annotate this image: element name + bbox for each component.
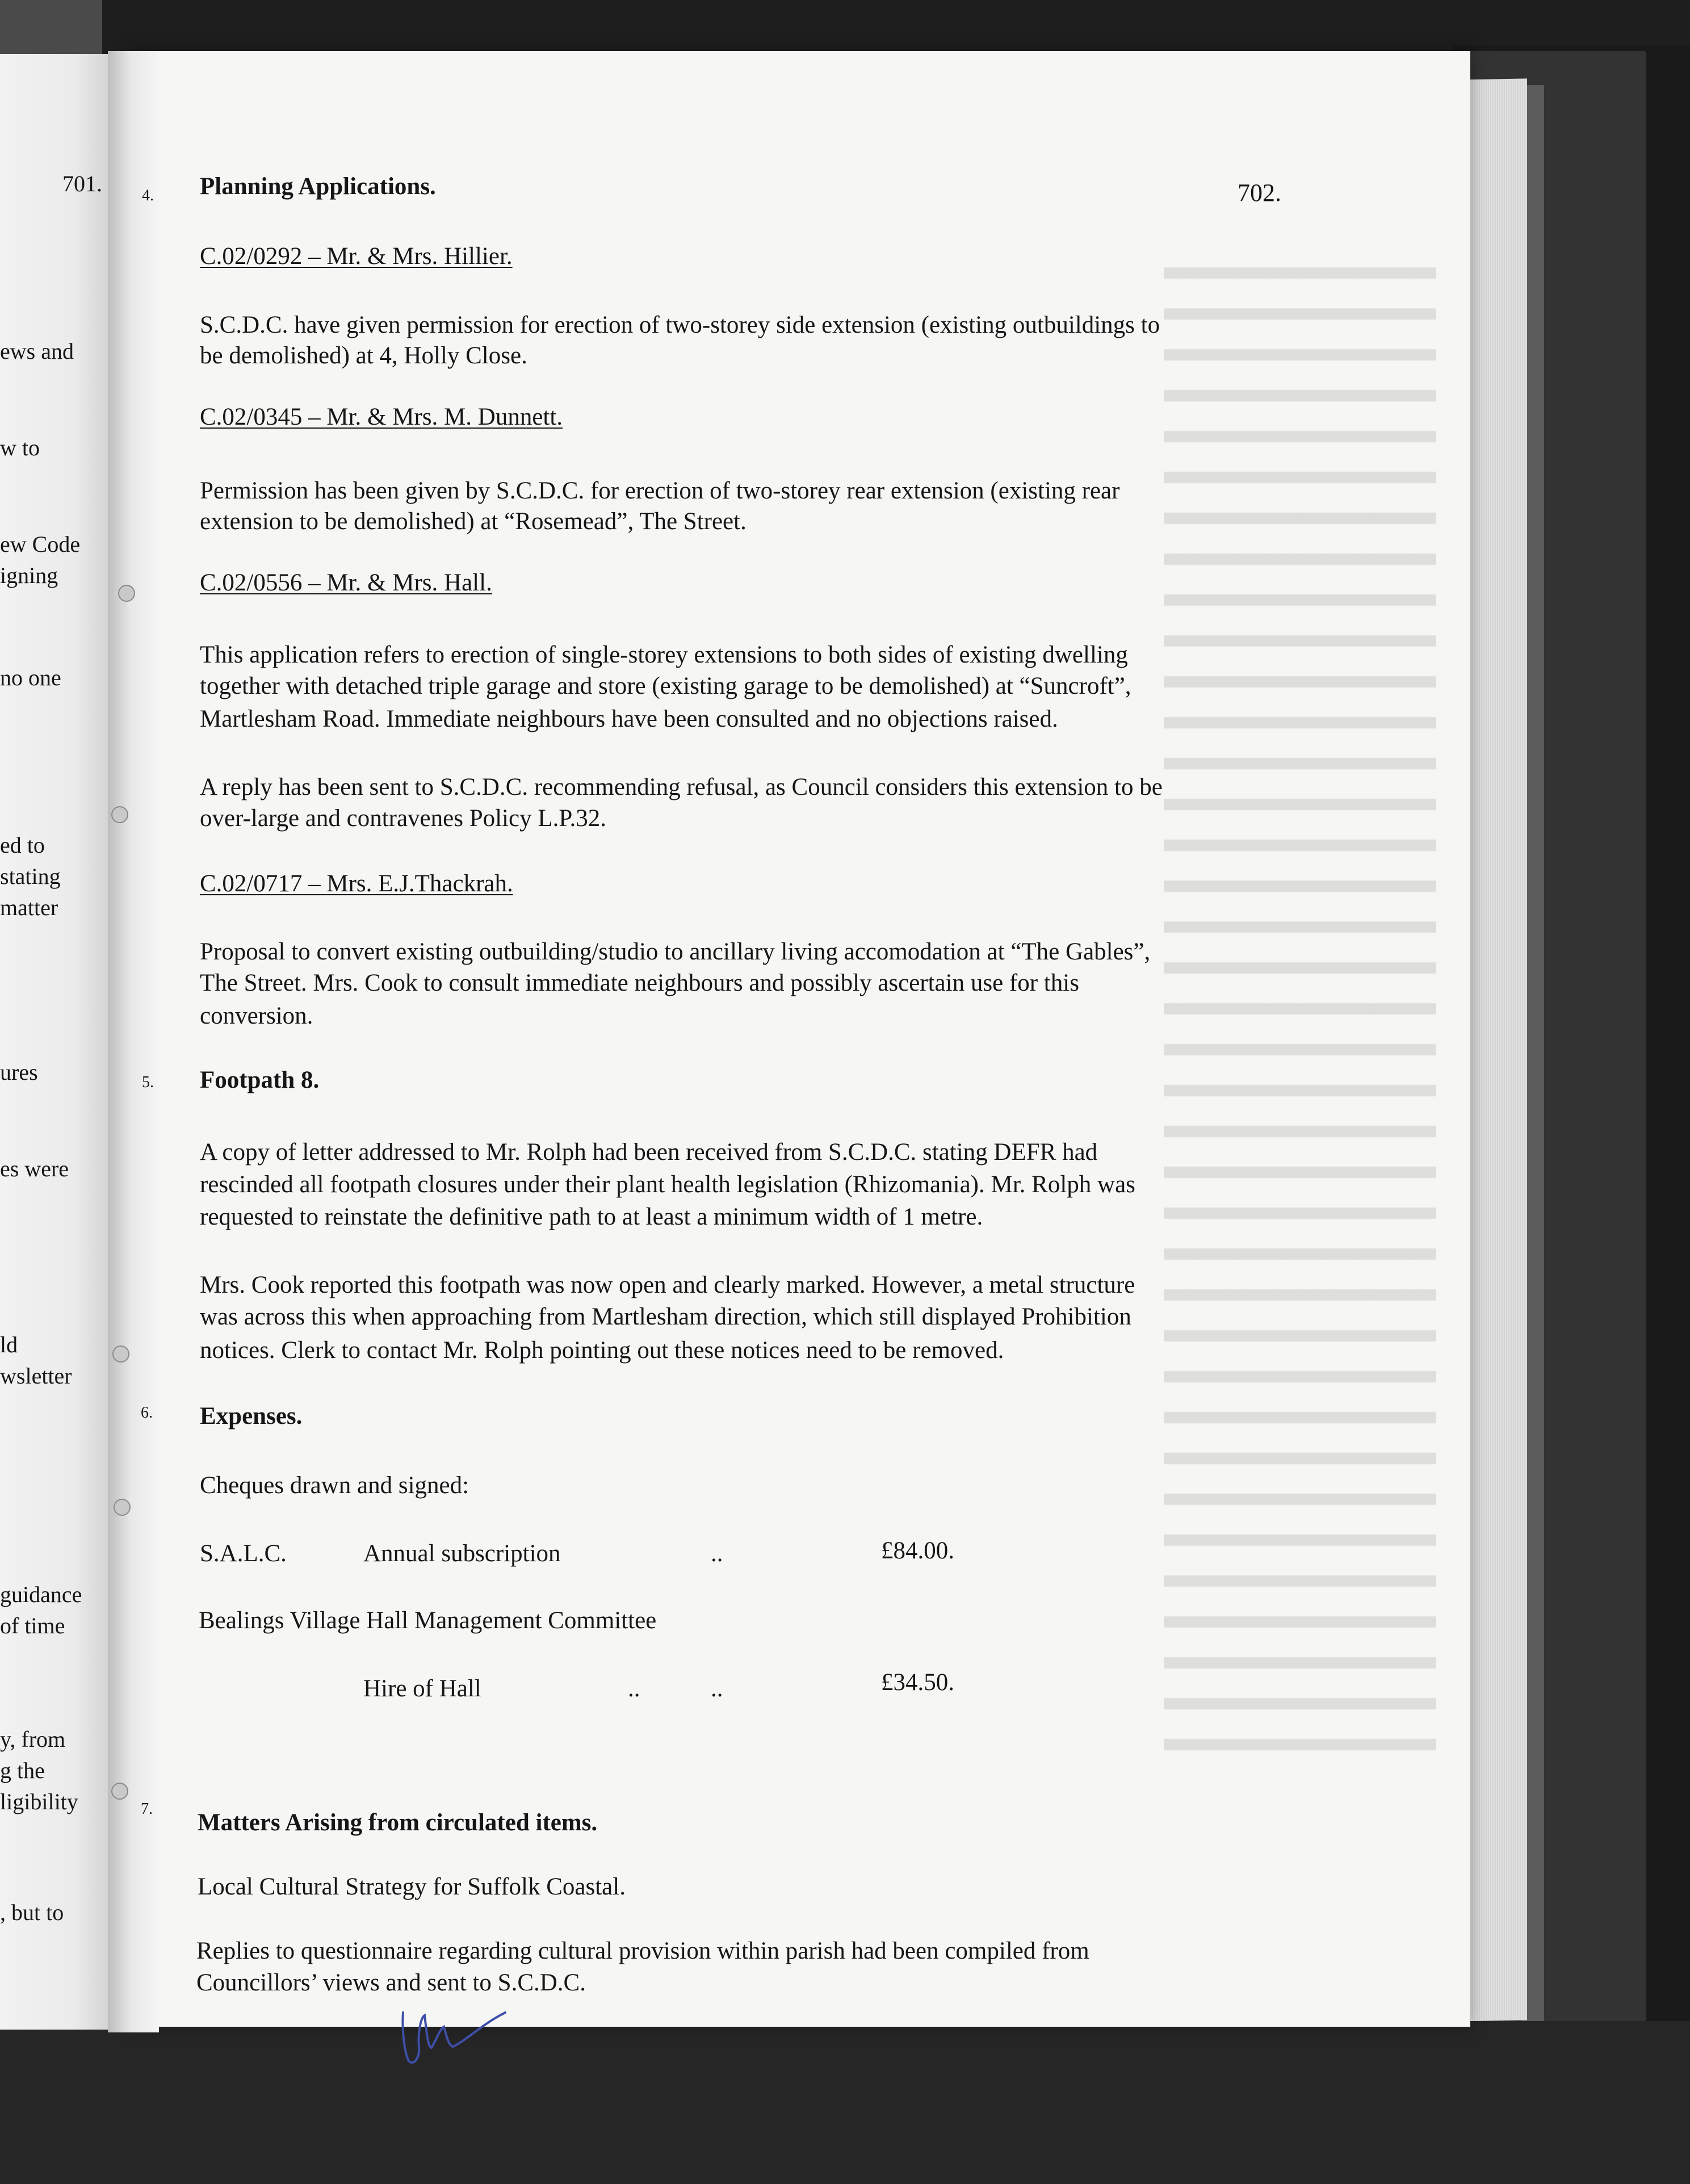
footpath-text-line: rescinded all footpath closures under their plant health legislation (Rhizomania). Mr. Rolph was (200, 1171, 1135, 1198)
application-reference: C.02/0556 – Mr. & Mrs. Hall. (200, 569, 492, 596)
application-text-line: This application refers to erection of single-storey extensions to both sides of existing dwelling (200, 642, 1128, 668)
application-text-line: S.C.D.C. have given permission for erection of two-storey side extension (existing outbuildings to (200, 312, 1160, 338)
application-text-line: extension to be demolished) at “Rosemead”, The Street. (200, 508, 747, 535)
section-heading-footpath: Footpath 8. (200, 1067, 320, 1093)
section-number: 7. (141, 1800, 153, 1818)
expense-item: Annual subscription (363, 1540, 561, 1567)
left-edge-fragment: ligibility (0, 1789, 78, 1814)
left-edge-fragment: g the (0, 1758, 45, 1783)
application-text-line: Martlesham Road. Immediate neighbours have been consulted and no objections raised. (200, 706, 1058, 732)
expense-leader-dots: .. (628, 1675, 640, 1702)
left-edge-fragment: stating (0, 863, 61, 889)
section-number: 4. (142, 187, 154, 204)
expense-payee: Bealings Village Hall Management Committee (199, 1607, 657, 1634)
section-number: 5. (142, 1074, 154, 1091)
left-edge-fragment: ures (0, 1059, 38, 1085)
handwritten-initials (392, 2001, 517, 2069)
section-heading-expenses: Expenses. (200, 1403, 303, 1430)
expense-payee: S.A.L.C. (200, 1540, 287, 1567)
matters-subheading: Local Cultural Strategy for Suffolk Coastal. (198, 1873, 626, 1900)
left-page-number: 701. (62, 171, 102, 196)
left-edge-fragment: of time (0, 1613, 65, 1638)
application-reference: C.02/0345 – Mr. & Mrs. M. Dunnett. (200, 404, 563, 430)
footpath-text-line: Mrs. Cook reported this footpath was now open and clearly marked. However, a metal structure (200, 1272, 1135, 1298)
section-number: 6. (141, 1404, 153, 1422)
left-edge-fragment: y, from (0, 1726, 66, 1752)
footpath-text-line: was across this when approaching from Martlesham direction, which still displayed Prohibition (200, 1303, 1131, 1330)
application-text-line: over-large and contravenes Policy L.P.32. (200, 805, 607, 832)
expense-amount: £34.50. (881, 1669, 954, 1696)
expense-item: Hire of Hall (363, 1675, 481, 1702)
footpath-text-line: requested to reinstate the definitive path to at least a minimum width of 1 metre. (200, 1204, 983, 1230)
matters-text-line: Councillors’ views and sent to S.C.D.C. (196, 1969, 586, 1996)
expenses-intro: Cheques drawn and signed: (200, 1472, 469, 1499)
left-edge-fragment: ld (0, 1332, 18, 1357)
application-reference: C.02/0292 – Mr. & Mrs. Hillier. (200, 243, 513, 270)
left-edge-fragment: ews and (0, 338, 74, 364)
matters-text-line: Replies to questionnaire regarding cultural provision within parish had been compiled from (196, 1938, 1089, 1964)
expense-leader-dots: .. (711, 1675, 723, 1702)
footpath-text-line: notices. Clerk to contact Mr. Rolph pointing out these notices need to be removed. (200, 1337, 1004, 1364)
application-text-line: The Street. Mrs. Cook to consult immediate neighbours and possibly ascertain use for this (200, 970, 1079, 996)
application-reference: C.02/0717 – Mrs. E.J.Thackrah. (200, 870, 513, 897)
left-edge-fragment: wsletter (0, 1363, 72, 1389)
left-edge-fragment: w to (0, 435, 40, 460)
application-text-line: A reply has been sent to S.C.D.C. recommending refusal, as Council considers this extension to be (200, 774, 1163, 800)
left-edge-fragment: , but to (0, 1900, 64, 1925)
application-text-line: Permission has been given by S.C.D.C. for erection of two-storey rear extension (existing rear (200, 477, 1120, 504)
left-edge-fragment: ed to (0, 832, 45, 858)
application-text-line: together with detached triple garage and store (existing garage to be demolished) at “Suncroft”, (200, 673, 1131, 699)
left-edge-fragment: guidance (0, 1582, 82, 1607)
left-edge-fragment: no one (0, 665, 61, 690)
application-text-line: conversion. (200, 1003, 313, 1029)
expense-leader-dots: .. (711, 1540, 723, 1567)
left-edge-fragment: ew Code (0, 531, 81, 557)
left-edge-fragment: matter (0, 895, 58, 920)
left-edge-fragment: igning (0, 563, 58, 588)
application-text-line: be demolished) at 4, Holly Close. (200, 342, 527, 369)
application-text-line: Proposal to convert existing outbuilding/studio to ancillary living accomodation at “The Gables”, (200, 938, 1151, 965)
section-heading-matters: Matters Arising from circulated items. (198, 1809, 598, 1836)
expense-amount: £84.00. (881, 1537, 954, 1564)
left-edge-fragment: es were (0, 1156, 69, 1181)
page-number: 702. (1238, 179, 1281, 207)
section-heading-planning: Planning Applications. (200, 173, 436, 200)
footpath-text-line: A copy of letter addressed to Mr. Rolph had been received from S.C.D.C. stating DEFR had (200, 1139, 1098, 1166)
